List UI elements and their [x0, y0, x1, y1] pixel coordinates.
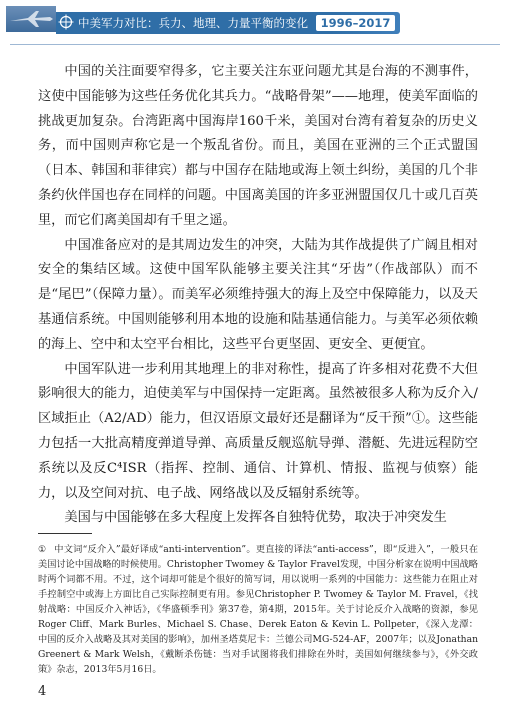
running-header [0, 0, 510, 44]
header-title-row [72, 14, 395, 32]
paragraph: 美国与中国能够在多大程度上发挥各自独特优势，取决于冲突发生 [64, 510, 447, 526]
page-number: 4 [38, 684, 47, 699]
body-text [38, 60, 478, 531]
fighter-jet-image [6, 6, 56, 32]
footnote [38, 542, 478, 677]
paragraph: 中国准备应对的是其周边发生的冲突，大陆为其作战提供了广阔且相对安全的集结区域。这使中国军队能够主要关注其“牙齿”（作战部队）而不是“尾巴”（保障力量）。而美军必须维持强大的海上及空中保障能力，以及天基通信系统。中国则能够利用本地的设施和陆基通信能力。与美军必须依赖的海上、空中和太空平台相比，这些平台更坚固、更安全、更便宜。 [38, 237, 478, 352]
header-years: 1996–2017 [316, 15, 396, 31]
footnote-mark: ① [38, 544, 47, 555]
paragraph: 中国军队进一步利用其地理上的非对称性，提高了许多相对花费不大但影响很大的能力，迫使美军与中国保持一定距离。虽然被很多人称为反介入/区域拒止（A2/AD）能力，但汉语原文最好还是翻译为“反干预”①。这些能力包括一大批高精度弹道导弹、高质量反舰巡航导弹、潜艇、先进远程防空系统以及反C⁴ISR（指挥、控制、通信、计算机、情报、监视与侦察）能力，以及空间对抗、电子战、网络战以及反辐射系统等。 [38, 361, 478, 501]
header-rule [10, 44, 500, 45]
paragraph: 中国的关注面要窄得多，它主要关注东亚问题尤其是台海的不测事件，这使中国能够为这些任务优化其兵力。“战略骨架”——地理，使美军面临的挑战更加复杂。台湾距离中国海岸160千米，美国对台湾有着复杂的历史义务，而中国则声称它是一个叛乱省份。而且，美国在亚洲的三个正式盟国（日本、韩国和菲律宾）都与中国存在陆地或海上领土纠纷，美国的几个非条约伙伴国也存在同样的问题。中国离美国的许多亚洲盟国仅几十或几百英里，而它们离美国却有千里之遥。 [38, 64, 478, 228]
header-title: 中美军力对比：兵力、地理、力量平衡的变化 [78, 16, 308, 30]
footnote-rule [38, 533, 92, 534]
footnote-text: 中文词“反介入”最好译成“anti-intervention”。更直接的译法“anti-access”，即“反进入”，一般只在美国讨论中国战略的时候使用。Christopher Twomey & Taylor Fravel发现，中国分析家在说明中国战略时两个词都不用。不过，这个词却可能是个很好的简写词，用以说明一系列的中国能力：这些能力在阻止对手控制空中或海上方面比自己实际控制更有用。参见Christopher P. Twomey & Taylor M. Fravel，《找射战略：中国反介入神话》，《华盛顿季刊》第37卷，第4期，2015年。关于讨论反介入战略的资源，参见Roger Cliff、Mark Burles、Michael S. Chase、Derek Eaton & Kevin L. Pollpeter，《深入龙潭：中国的反介入战略及其对美国的影响》，加州圣塔莫尼卡：兰德公司MG-524-AF，2007年；以及Jonathan Greenert & Mark Welsh，《戴断杀伤链：当对手试图将我们排除在外时，美国如何继续参与》，《外交政策》杂志，2013年5月16日。 [38, 544, 479, 675]
